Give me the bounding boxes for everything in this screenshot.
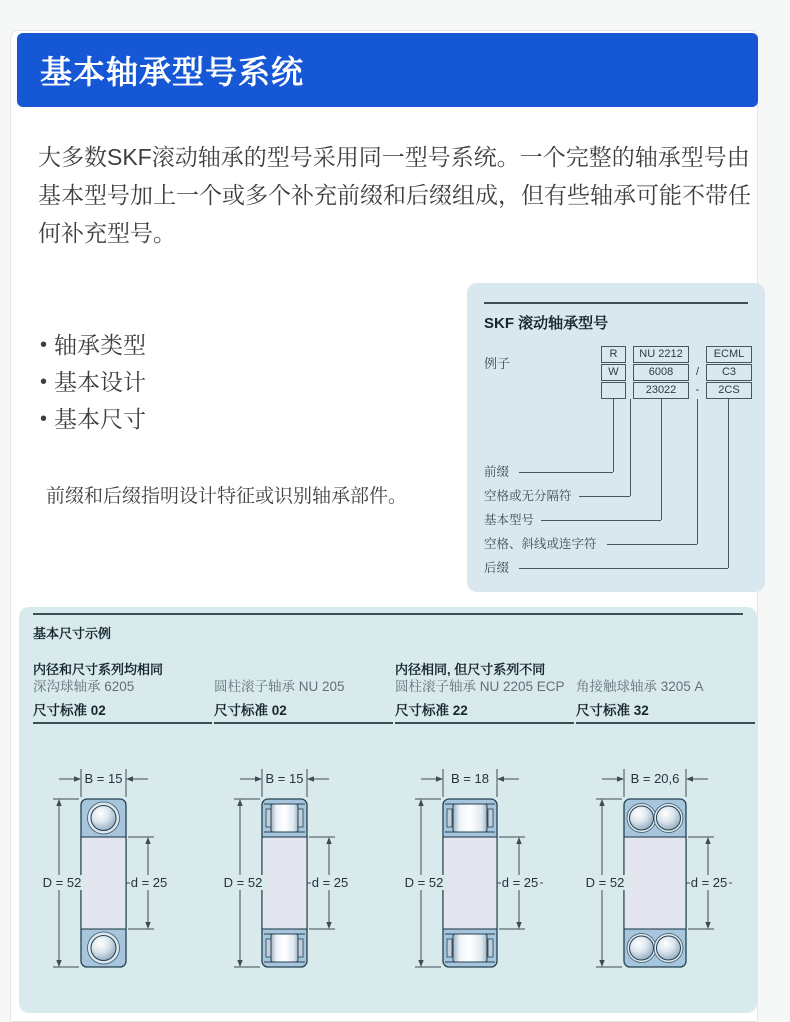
size-standard: 尺寸标准 32 (576, 703, 649, 718)
connector-line (519, 472, 613, 473)
page-title: 基本轴承型号系统 (40, 54, 305, 90)
group-heading (576, 659, 755, 675)
bullet-item: • 基本设计 (40, 365, 146, 402)
connector-line (607, 544, 697, 545)
example-column (33, 659, 212, 724)
dimension-label-B: B = 15 (84, 771, 123, 786)
bearing-figure-deep-groove-ball (33, 745, 214, 980)
example-label: 例子 (484, 356, 511, 371)
separator-hyphen: - (695, 384, 700, 396)
group-heading (214, 659, 393, 675)
bearing-name: 角接触球轴承 3205 A (576, 679, 704, 694)
size-standard: 尺寸标准 22 (395, 703, 468, 718)
connector-line (728, 399, 729, 568)
example-column (395, 659, 574, 724)
label-space-or-none: 空格或无分隔符 (484, 489, 572, 503)
dimension-label-D: D = 52 (404, 875, 444, 890)
suffix-box: C3 (706, 364, 752, 381)
dimension-label-D: D = 52 (42, 875, 82, 890)
prefix-box (601, 382, 626, 399)
group-heading: 内径相同, 但尺寸系列不同 (395, 662, 546, 677)
bearing-figure-cylindrical-roller (214, 745, 395, 980)
bearing-name: 深沟球轴承 6205 (33, 679, 135, 694)
connector-line (661, 399, 662, 520)
dimension-label-B: B = 15 (265, 771, 304, 786)
group-heading: 内径和尺寸系列均相同 (33, 662, 164, 677)
designation-diagram-box (467, 283, 765, 592)
size-standard: 尺寸标准 02 (214, 703, 287, 718)
connector-line (697, 399, 698, 544)
bullet-item: • 基本尺寸 (40, 402, 146, 439)
bearing-figure-double-row-angular (576, 745, 757, 980)
basic-designation-box: 23022 (633, 382, 689, 399)
suffix-box: ECML (706, 346, 752, 363)
example-columns (33, 659, 757, 724)
label-space-slash-hyphen: 空格、斜线或连字符 (484, 537, 597, 551)
label-suffix: 后缀 (484, 561, 510, 575)
bearing-figures (33, 745, 757, 980)
basic-designation-box: 6008 (633, 364, 689, 381)
bearing-figure-cylindrical-roller-wide (395, 745, 576, 980)
prefix-box: R (601, 346, 626, 363)
designation-box-title: SKF 滚动轴承型号 (484, 315, 609, 332)
intro-paragraph: 大多数SKF滚动轴承的型号采用同一型号系统。一个完整的轴承型号由基本型号加上一个或多个补充前缀和后缀组成，但有些轴承可能不带任何补充型号。 (38, 144, 751, 246)
dimension-label-d: d = 25 (501, 875, 539, 890)
prefix-box: W (601, 364, 626, 381)
separator-slash: / (695, 366, 700, 378)
connector-line (630, 399, 631, 496)
examples-panel-title: 基本尺寸示例 (33, 626, 112, 641)
divider (484, 302, 748, 304)
dimension-label-D: D = 52 (223, 875, 263, 890)
basic-designation-box: NU 2212 (633, 346, 689, 363)
bearing-name: 圆柱滚子轴承 NU 2205 ECP (395, 679, 565, 694)
bullet-item: • 轴承类型 (40, 328, 146, 365)
dimension-label-d: d = 25 (311, 875, 349, 890)
page-header (17, 33, 758, 107)
divider (33, 613, 743, 615)
connector-line (541, 520, 661, 521)
dimension-label-B: B = 18 (451, 771, 489, 786)
dimension-label-d: d = 25 (130, 875, 168, 890)
connector-line (519, 568, 728, 569)
bearing-name: 圆柱滚子轴承 NU 205 (214, 679, 345, 694)
connector-line (613, 399, 614, 472)
dimension-label-D: D = 52 (585, 875, 625, 890)
size-standard: 尺寸标准 02 (33, 703, 106, 718)
connector-line (579, 496, 630, 497)
note-paragraph: 前缀和后缀指明设计特征或识别轴承部件。 (46, 486, 408, 507)
example-column (576, 659, 755, 724)
dimension-label-d: d = 25 (690, 875, 728, 890)
examples-panel (19, 607, 757, 1013)
dimension-label-B: B = 20,6 (630, 771, 680, 786)
bullet-list (40, 328, 146, 439)
example-column (214, 659, 393, 724)
suffix-box: 2CS (706, 382, 752, 399)
label-prefix: 前缀 (484, 465, 510, 479)
label-basic-designation: 基本型号 (484, 513, 535, 527)
